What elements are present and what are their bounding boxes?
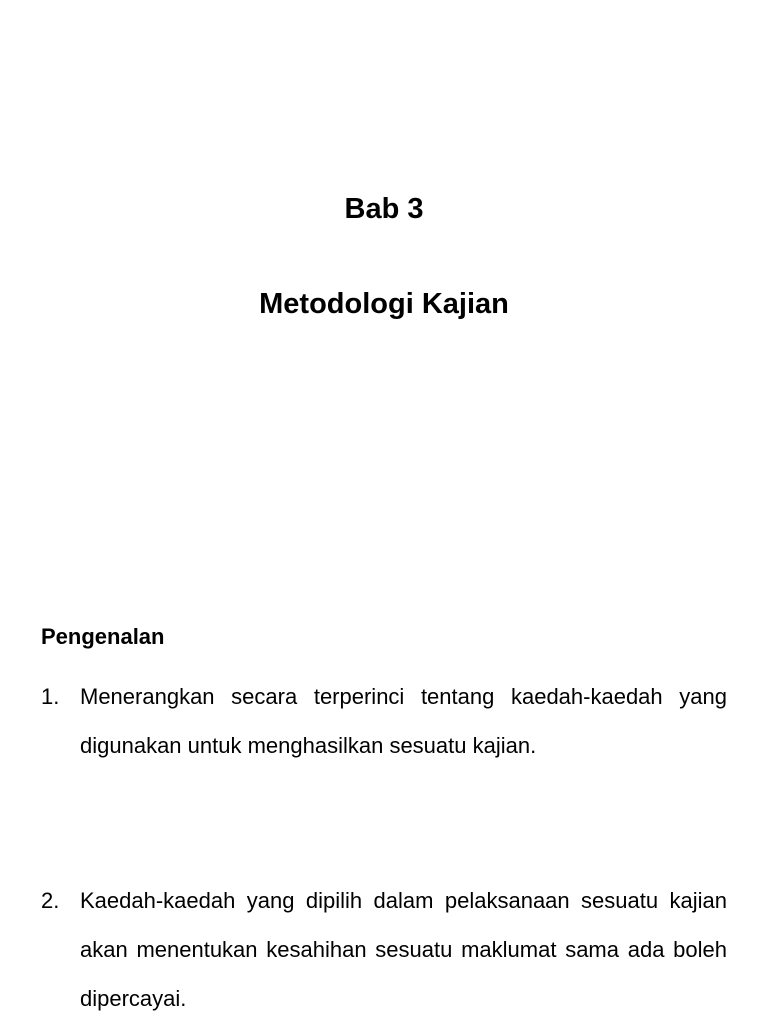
list-item: [41, 876, 727, 1023]
list-item-number: 1.: [41, 684, 60, 709]
list-item-number: 2.: [41, 888, 60, 913]
chapter-label: Bab 3: [344, 193, 424, 225]
list-item: [41, 672, 727, 770]
list-item-text: Menerangkan secara terperinci tentang kaedah-kaedah yang digunakan untuk menghasilkan sesuatu kajian.: [80, 684, 727, 758]
list-item-text: Kaedah-kaedah yang dipilih dalam pelaksanaan sesuatu kajian akan menentukan kesahihan sesuatu maklumat sama ada boleh dipercayai.: [80, 888, 727, 1011]
section-heading: Pengenalan: [41, 624, 165, 649]
chapter-title: Metodologi Kajian: [259, 288, 509, 320]
